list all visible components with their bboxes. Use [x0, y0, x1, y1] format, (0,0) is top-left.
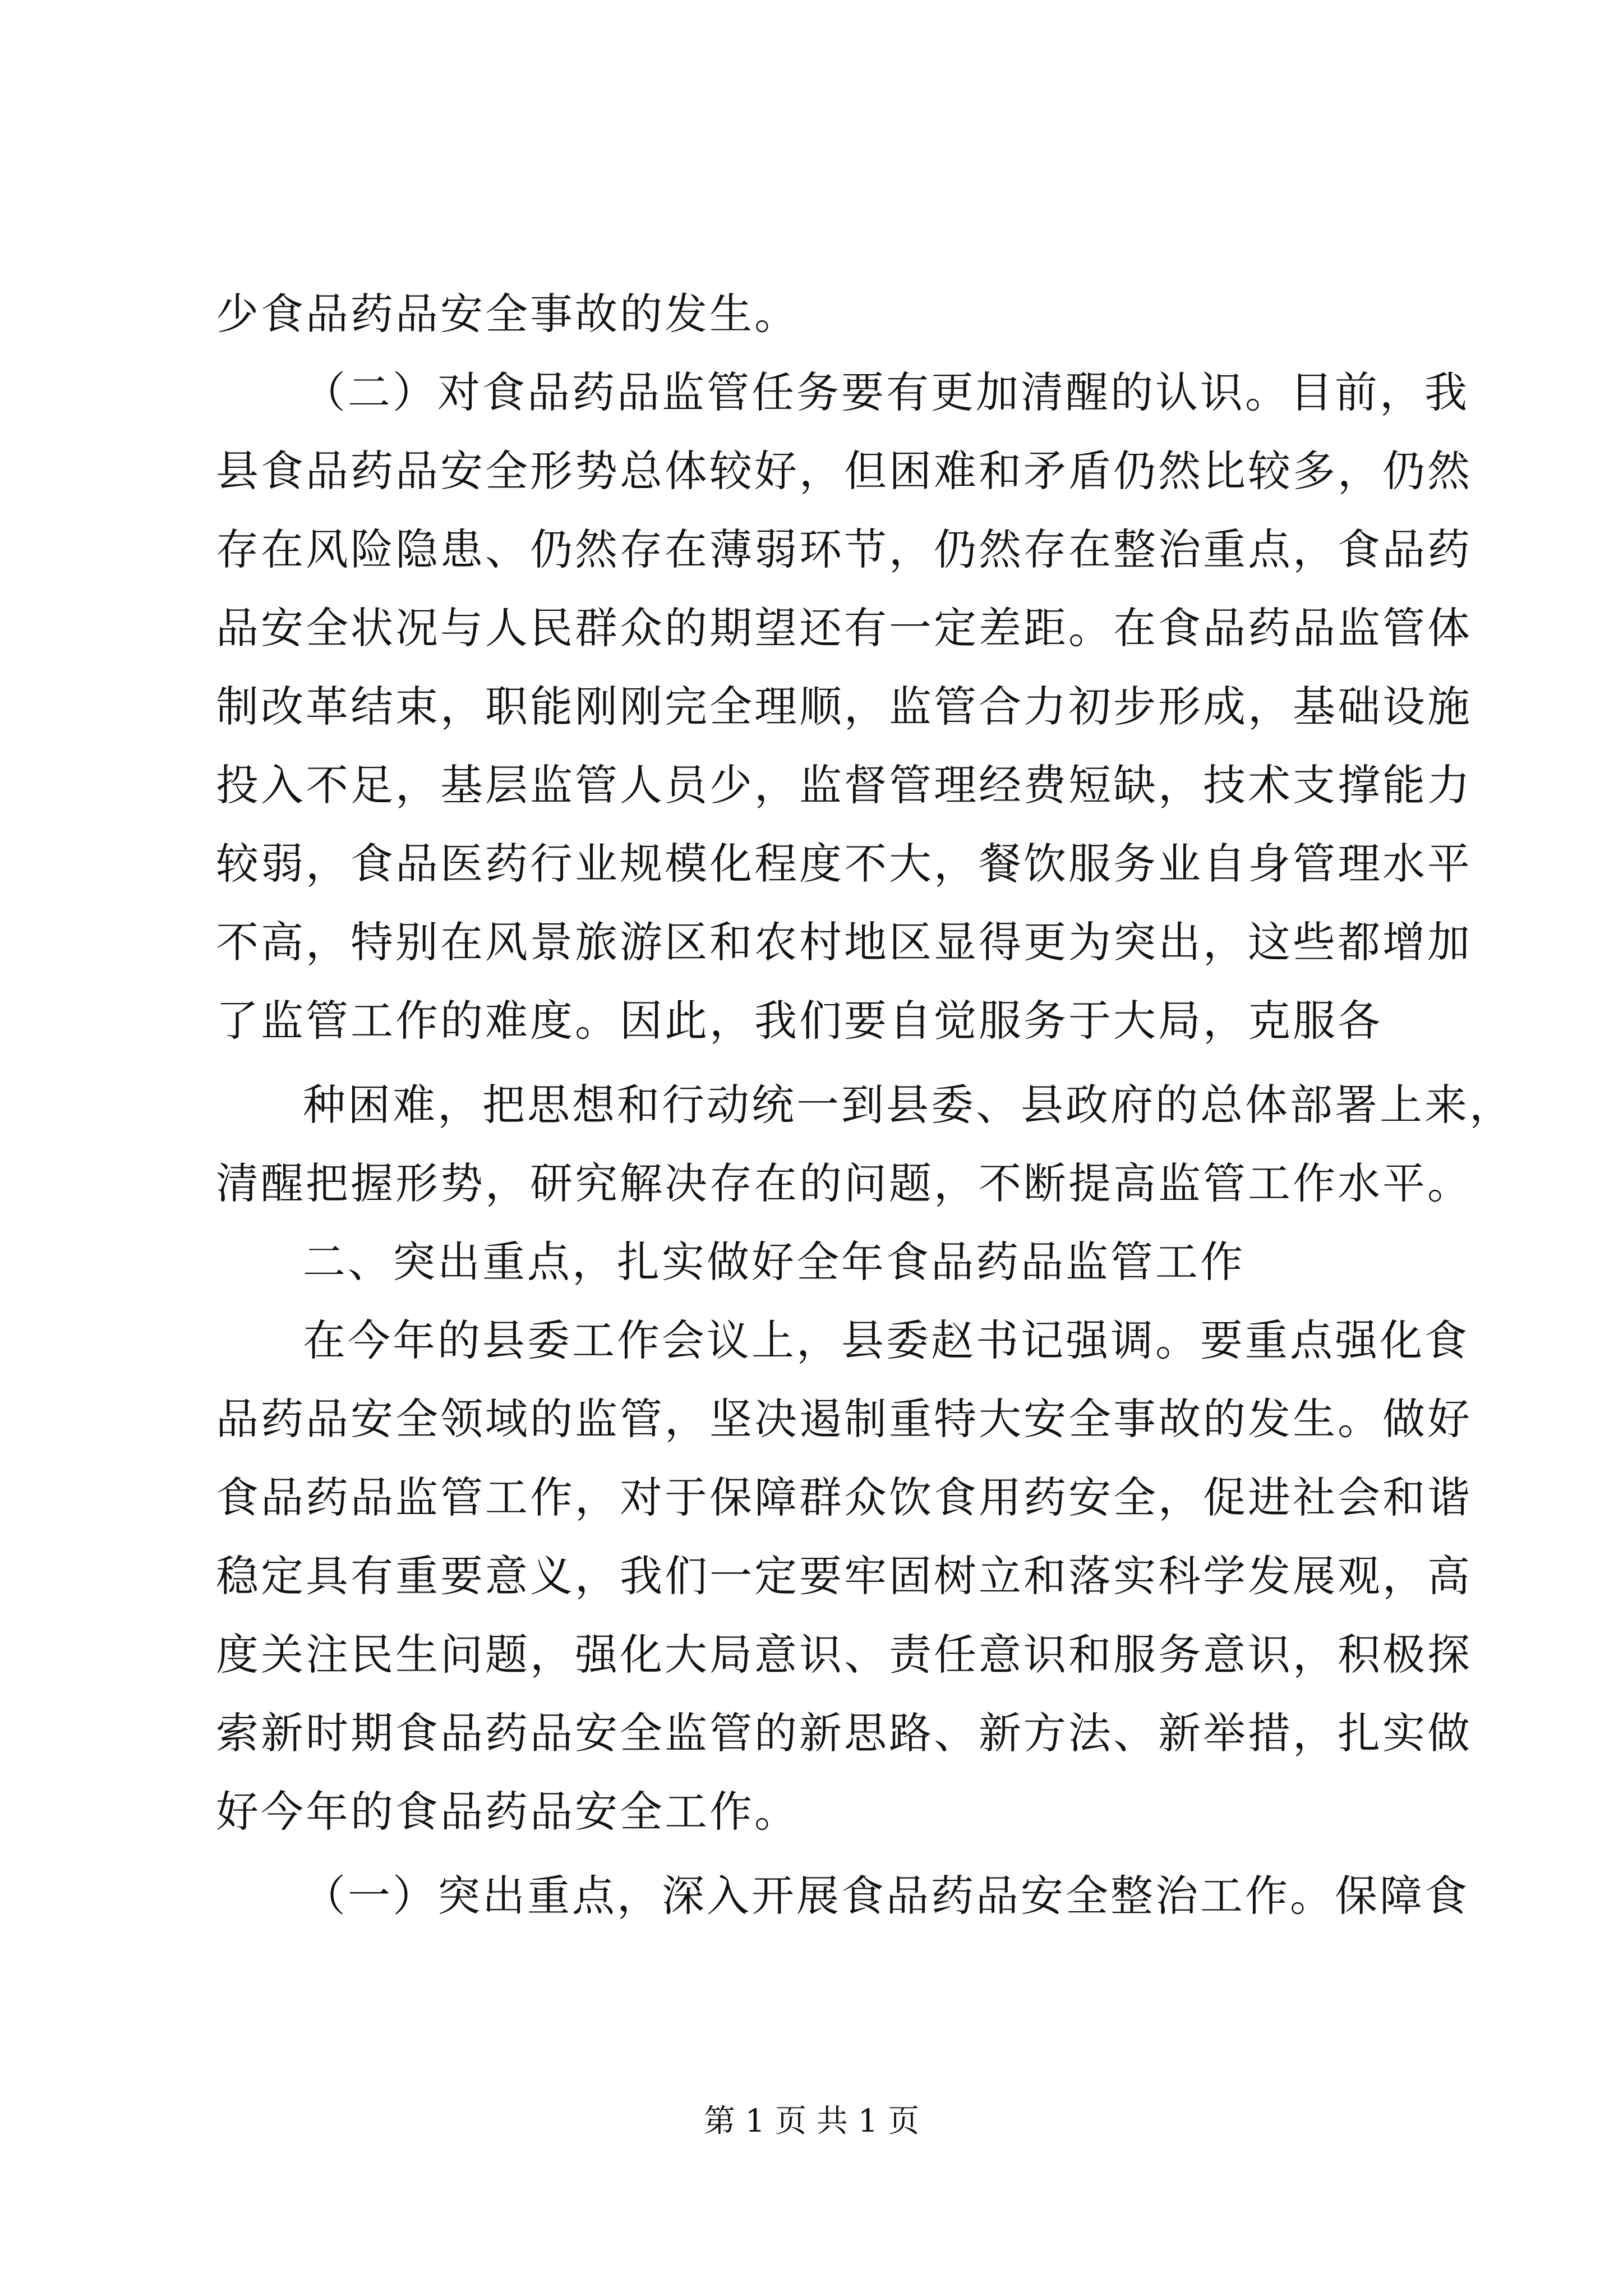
page-footer: 第 1 页 共 1 页: [703, 2103, 920, 2139]
text-line: 少食品药品安全事故的发生。: [216, 289, 799, 339]
text-line: 种困难，把思想和行动统一到县委、县政府的总体部署上来，: [303, 1080, 1514, 1130]
text-line: 度关注民生问题，强化大局意识、责任意识和服务意识，积极探: [216, 1630, 1472, 1680]
text-line: （一）突出重点，深入开展食品药品安全整治工作。保障食: [303, 1871, 1469, 1921]
text-line: 索新时期食品药品安全监管的新思路、新方法、新举措，扎实做: [216, 1708, 1472, 1758]
text-line: 县食品药品安全形势总体较好，但困难和矛盾仍然比较多，仍然: [216, 446, 1472, 496]
text-line: 好今年的食品药品安全工作。: [216, 1787, 799, 1837]
text-line: 品安全状况与人民群众的期望还有一定差距。在食品药品监管体: [216, 603, 1472, 653]
text-line: 投入不足，基层监管人员少，监督管理经费短缺，技术支撑能力: [216, 760, 1472, 810]
text-line: 稳定具有重要意义，我们一定要牢固树立和落实科学发展观，高: [216, 1551, 1472, 1601]
text-line: （二）对食品药品监管任务要有更加清醒的认识。目前，我: [303, 367, 1469, 417]
text-line: 品药品安全领域的监管，坚决遏制重特大安全事故的发生。做好: [216, 1394, 1472, 1444]
text-line: 存在风险隐患、仍然存在薄弱环节，仍然存在整治重点，食品药: [216, 524, 1472, 574]
text-line: 不高，特别在风景旅游区和农村地区显得更为突出，这些都增加: [216, 917, 1472, 967]
text-line: 在今年的县委工作会议上，县委赵书记强调。要重点强化食: [303, 1315, 1469, 1365]
section-heading: 二、突出重点，扎实做好全年食品药品监管工作: [303, 1237, 1245, 1287]
text-line: 食品药品监管工作，对于保障群众饮食用药安全，促进社会和谐: [216, 1473, 1472, 1522]
text-line: 清醒把握形势，研究解决存在的问题，不断提高监管工作水平。: [216, 1158, 1472, 1208]
text-line: 了监管工作的难度。因此，我们要自觉服务于大局，克服各: [216, 996, 1382, 1046]
text-line: 较弱，食品医药行业规模化程度不大，餐饮服务业自身管理水平: [216, 839, 1472, 889]
text-line: 制改革结束，职能刚刚完全理顺，监管合力初步形成，基础设施: [216, 682, 1472, 731]
